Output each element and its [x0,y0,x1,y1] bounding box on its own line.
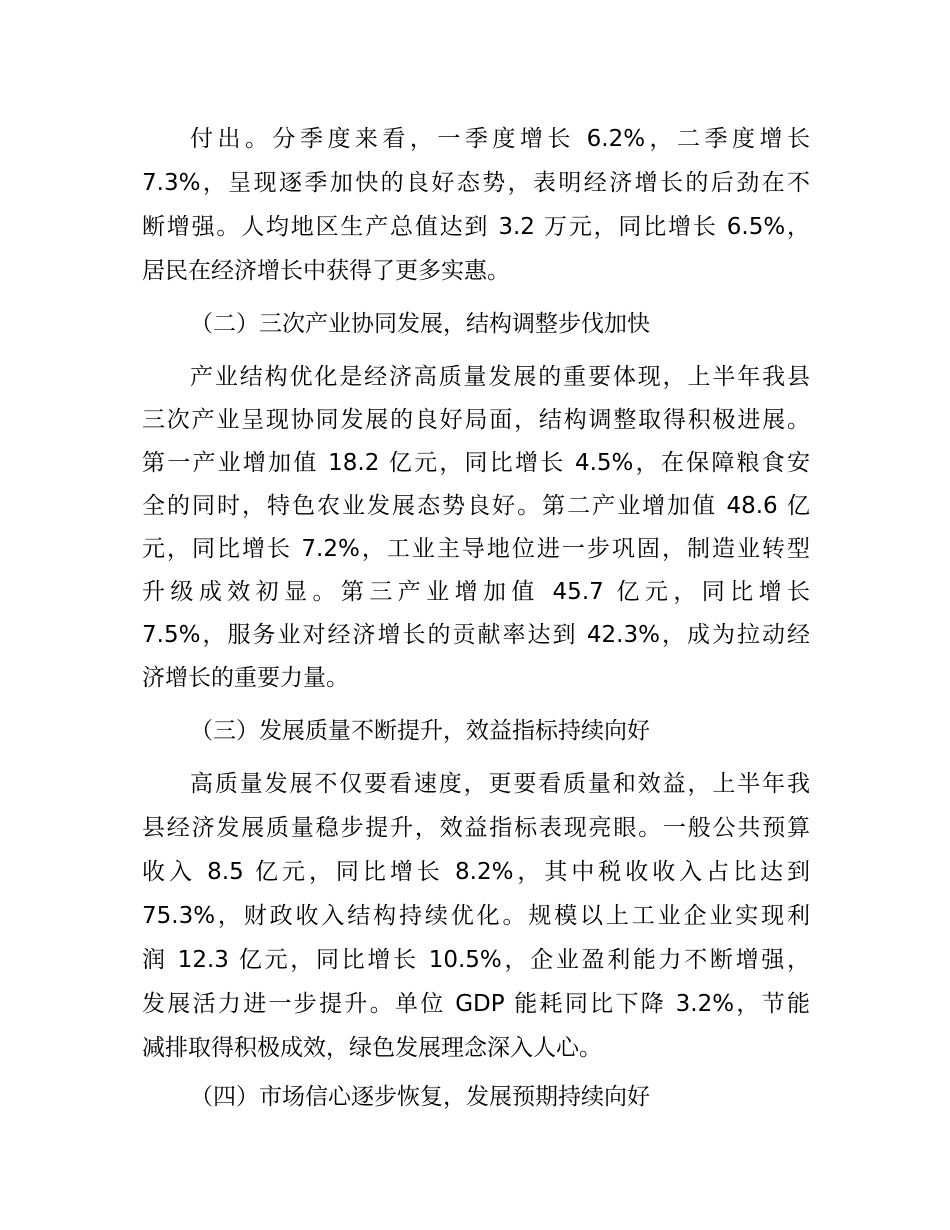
paragraph-line: 居民在经济增长中获得了更多实惠。 [142,258,510,284]
paragraph-line: 济增长的重要力量。 [142,665,349,691]
paragraph-line: 断增强。人均地区生产总值达到 3.2 万元，同比增长 6.5%， [142,214,810,240]
paragraph-line: 发展活力进一步提升。单位 GDP 能耗同比下降 3.2%，节能 [142,991,810,1017]
paragraph-line: 三次产业呈现协同发展的良好局面，结构调整取得积极进展。 [142,407,810,433]
paragraph-line: 7.5%，服务业对经济增长的贡献率达到 42.3%，成为拉动经 [142,622,810,648]
paragraph-line: 75.3%，财政收入结构持续优化。规模以上工业企业实现利 [142,903,810,929]
paragraph-line: 7.3%，呈现逐季加快的良好态势，表明经济增长的后劲在不 [142,170,810,196]
paragraph-line: 产业结构优化是经济高质量发展的重要体现，上半年我县 [190,364,810,390]
paragraph-line: 减排取得积极成效，绿色发展理念深入人心。 [142,1035,602,1061]
section-heading: （三）发展质量不断提升，效益指标持续向好 [190,718,650,744]
paragraph-line: 全的同时，特色农业发展态势良好。第二产业增加值 48.6 亿 [142,493,810,519]
paragraph-line: 付出。分季度来看，一季度增长 6.2%，二季度增长 [190,126,810,152]
paragraph-line: 第一产业增加值 18.2 亿元，同比增长 4.5%，在保障粮食安 [142,450,810,476]
paragraph-line: 升级成效初显。第三产业增加值 45.7 亿元，同比增长 [142,579,810,605]
paragraph-line: 县经济发展质量稳步提升，效益指标表现亮眼。一般公共预算 [142,815,810,841]
section-heading: （二）三次产业协同发展，结构调整步伐加快 [190,311,650,337]
paragraph-line: 高质量发展不仅要看速度，更要看质量和效益，上半年我 [190,771,810,797]
paragraph-line: 润 12.3 亿元，同比增长 10.5%，企业盈利能力不断增强， [142,947,810,973]
paragraph-line: 元，同比增长 7.2%，工业主导地位进一步巩固，制造业转型 [142,536,810,562]
paragraph-line: 收入 8.5 亿元，同比增长 8.2%，其中税收收入占比达到 [142,859,810,885]
section-heading: （四）市场信心逐步恢复，发展预期持续向好 [190,1084,650,1110]
